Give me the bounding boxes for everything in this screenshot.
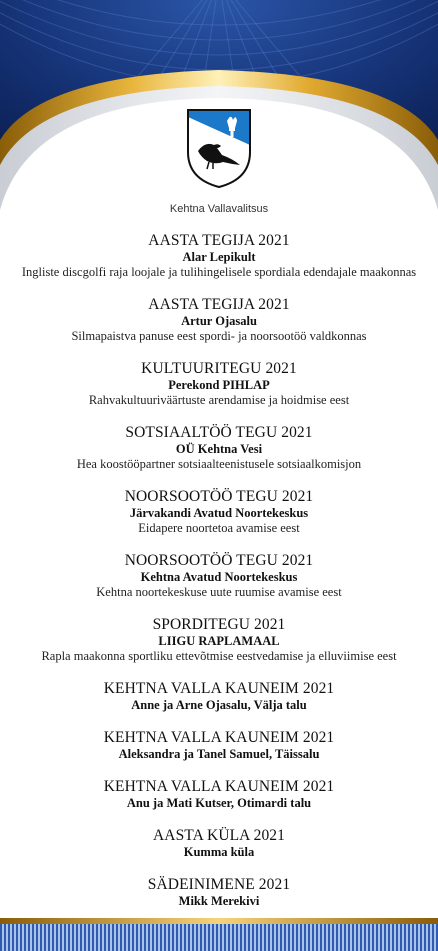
award-entry	[0, 616, 438, 664]
award-title: SÄDEINIMENE 2021	[147, 876, 291, 893]
award-title: NOORSOOTÖÖ TEGU 2021	[124, 552, 314, 569]
footer-banner	[0, 911, 438, 951]
award-title: AASTA KÜLA 2021	[152, 827, 286, 844]
award-description: Rahvakultuuriväärtuste arendamise ja hoidmise eest	[88, 393, 350, 407]
award-description: Rapla maakonna sportliku ettevõtmise eestvedamise ja elluviimise eest	[41, 649, 397, 663]
coat-of-arms-icon	[185, 107, 253, 189]
award-description: Kehtna noortekeskuse uute ruumise avamise eest	[96, 585, 342, 599]
organization-name: Kehtna Vallavalitsus	[169, 203, 269, 215]
award-winner: Artur Ojasalu	[181, 314, 257, 328]
awards-list	[0, 232, 438, 909]
award-description: Silmapaistva panuse eest spordi- ja noorsootöö valdkonnas	[71, 329, 367, 343]
award-entry	[0, 296, 438, 344]
award-title: KEHTNA VALLA KAUNEIM 2021	[103, 778, 335, 795]
award-description: Hea koostööpartner sotsiaalteenistusele sotsiaalkomisjon	[76, 457, 362, 471]
award-winner: Mikk Merekivi	[178, 894, 260, 908]
award-winner: Perekond PIHLAP	[168, 378, 270, 392]
award-entry	[0, 360, 438, 408]
award-entry	[0, 778, 438, 811]
award-winner: Kumma küla	[183, 845, 255, 859]
award-entry	[0, 424, 438, 472]
award-winner: Anne ja Arne Ojasalu, Välja talu	[131, 698, 307, 712]
award-winner: Alar Lepikult	[182, 250, 256, 264]
award-winner: Kehtna Avatud Noortekeskus	[140, 570, 298, 584]
award-entry	[0, 552, 438, 600]
award-title: AASTA TEGIJA 2021	[148, 296, 290, 313]
award-winner: Järvakandi Avatud Noortekeskus	[129, 506, 309, 520]
award-title: SPORDITEGU 2021	[152, 616, 286, 633]
award-entry	[0, 827, 438, 860]
award-entry	[0, 680, 438, 713]
award-title: SOTSIAALTÖÖ TEGU 2021	[125, 424, 313, 441]
award-winner: Aleksandra ja Tanel Samuel, Täissalu	[118, 747, 320, 761]
award-entry	[0, 232, 438, 280]
award-winner: Anu ja Mati Kutser, Otimardi talu	[126, 796, 312, 810]
award-description: Ingliste discgolfi raja loojale ja tulihingelisele spordiala edendajale maakonnas	[21, 265, 417, 279]
award-title: KEHTNA VALLA KAUNEIM 2021	[103, 729, 335, 746]
award-title: NOORSOOTÖÖ TEGU 2021	[124, 488, 314, 505]
award-entry	[0, 488, 438, 536]
award-winner: LIIGU RAPLAMAAL	[158, 634, 280, 648]
award-entry	[0, 729, 438, 762]
award-description: Eidapere noortetoa avamise eest	[138, 521, 300, 535]
award-title: AASTA TEGIJA 2021	[148, 232, 290, 249]
award-winner: OÜ Kehtna Vesi	[175, 442, 263, 456]
award-title: KEHTNA VALLA KAUNEIM 2021	[103, 680, 335, 697]
award-title: KULTUURITEGU 2021	[141, 360, 297, 377]
award-entry	[0, 876, 438, 909]
